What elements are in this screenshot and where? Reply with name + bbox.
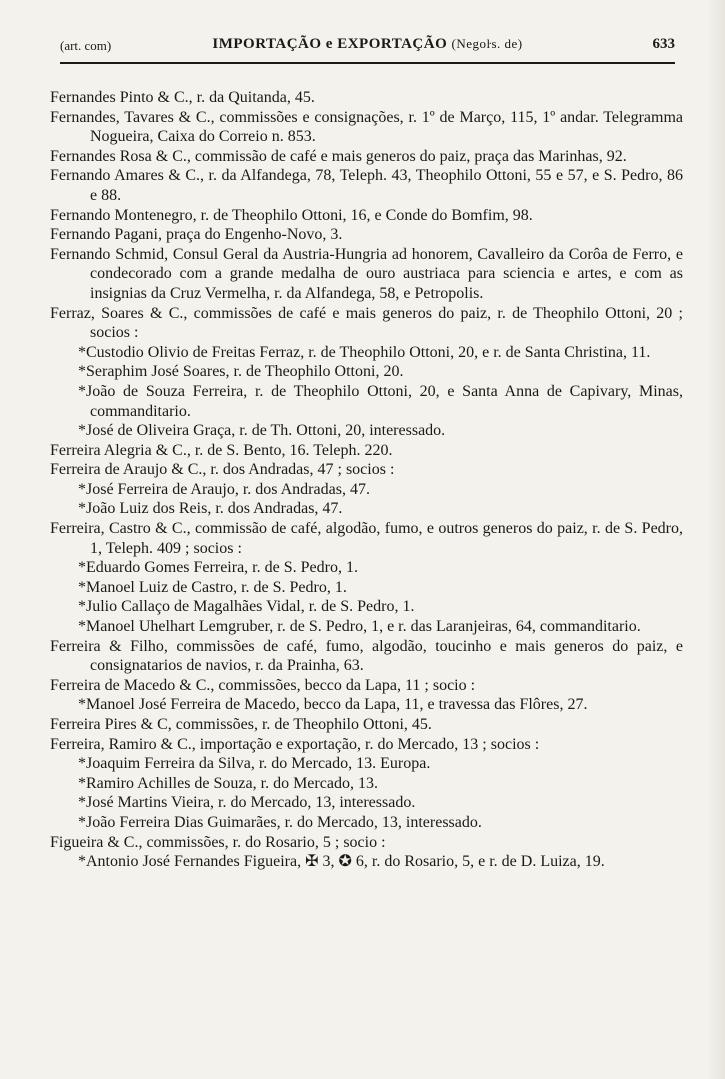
firm-entry: Fernando Montenegro, r. de Theophilo Ottoni, 16, e Conde do Bomfim, 98.: [50, 206, 533, 224]
partner-entry: *Custodio Olivio de Freitas Ferraz, r. de Theophilo Ottoni, 20, e r. de Santa Christina, 11.: [78, 343, 651, 361]
partner-entry: *José Martins Vieira, r. do Mercado, 13, interessado.: [78, 794, 416, 812]
firm-entry: Ferraz, Soares & C., commissões de café e mais generos do paiz, r. de Theophilo Ottoni, 20 ; socios :: [50, 304, 683, 342]
firm-entry: Fernandes Pinto & C., r. da Quitanda, 45.: [50, 89, 315, 106]
page-number: 633: [652, 36, 675, 52]
firm-entry: Ferreira de Araujo & C., r. dos Andradas, 47 ; socios :: [50, 461, 395, 479]
partner-entry: *Eduardo Gomes Ferreira, r. de S. Pedro, 1.: [78, 559, 358, 577]
firm-entry: Ferreira de Macedo & C., commissões, becco da Lapa, 11 ; socio :: [50, 676, 476, 694]
firm-entry: Fernando Pagani, praça do Engenho-Novo, 3.: [50, 226, 343, 244]
header-title: IMPORTAÇÃO e EXPORTAÇÃO: [212, 36, 448, 52]
partner-entry: *Ramiro Achilles de Souza, r. do Mercado, 13.: [78, 774, 378, 792]
partner-entry: *José Ferreira de Araujo, r. dos Andradas, 47.: [78, 480, 370, 498]
header-title-block: [60, 36, 675, 53]
page-edge-shadow: [707, 0, 725, 1079]
partner-entry: *Seraphim José Soares, r. de Theophilo Ottoni, 20.: [78, 363, 404, 381]
header-section-label: (art. com): [60, 38, 112, 53]
partner-entry: *João Luiz dos Reis, r. dos Andradas, 47.: [78, 500, 343, 518]
firm-entry: Ferreira & Filho, commissões de café, fumo, algodão, toucinho e mais generos do paiz, e consignatarios de navios, r. da Prainha, 63.: [50, 637, 683, 675]
partner-entry: *Manoel Uhelhart Lemgruber, r. de S. Pedro, 1, e r. das Laranjeiras, 64, commanditario.: [78, 618, 641, 636]
firm-entry: Figueira & C., commissões, r. do Rosario, 5 ; socio :: [50, 833, 386, 851]
partner-entry: *Antonio José Fernandes Figueira, ✠ 3, ✪ 6, r. do Rosario, 5, e r. de D. Luiza, 19.: [78, 853, 605, 871]
partner-entry: *João Ferreira Dias Guimarães, r. do Mercado, 13, interessado.: [78, 813, 482, 831]
partner-entry: *Manoel José Ferreira de Macedo, becco da Lapa, 11, e travessa das Flôres, 27.: [78, 696, 588, 714]
firm-entry: Ferreira Alegria & C., r. de S. Bento, 16. Teleph. 220.: [50, 441, 393, 459]
entry-list: [50, 88, 683, 872]
header-subtitle: (Negoŀs. de): [451, 36, 523, 51]
partner-entry: *Julio Callaço de Magalhães Vidal, r. de S. Pedro, 1.: [78, 598, 415, 616]
partner-entry: *Manoel Luiz de Castro, r. de S. Pedro, 1.: [78, 578, 347, 596]
firm-entry: Fernandes, Tavares & C., commissões e consignações, r. 1º de Março, 115, 1º andar. Telegramma Nogueira, Caixa do Correio n. 853.: [50, 108, 683, 146]
firm-entry: Fernandes Rosa & C., commissão de café e mais generos do paiz, praça das Marinhas, 92.: [50, 147, 627, 165]
firm-entry: Ferreira Pires & C, commissões, r. de Theophilo Ottoni, 45.: [50, 716, 432, 733]
firm-entry: Ferreira, Castro & C., commissão de café, algodão, fumo, e outros generos do paiz, r. de S. Pedro, 1, Teleph. 409 ; socios :: [50, 520, 683, 557]
firm-entry: Fernando Schmid, Consul Geral da Austria-Hungria ad honorem, Cavalleiro da Corôa de Ferro, e condecorado com a grande medalha de ouro austriaca para sciencia e artes, e com as insignias da Cruz Vermelha, r. da Alfandega, 58, e Petropolis.: [50, 245, 683, 302]
partner-entry: *Joaquim Ferreira da Silva, r. do Mercado, 13. Europa.: [78, 755, 431, 773]
firm-entry: Ferreira, Ramiro & C., importação e exportação, r. do Mercado, 13 ; socios :: [50, 735, 540, 753]
partner-entry: *José de Oliveira Graça, r. de Th. Ottoni, 20, interessado.: [78, 422, 446, 440]
partner-entry: *João de Souza Ferreira, r. de Theophilo Ottoni, 20, e Santa Anna de Capivary, Minas, commanditario.: [78, 382, 683, 420]
page-header: [60, 32, 675, 64]
firm-entry: Fernando Amares & C., r. da Alfandega, 78, Teleph. 43, Theophilo Ottoni, 55 e 57, e S. Pedro, 86 e 88.: [50, 167, 683, 204]
